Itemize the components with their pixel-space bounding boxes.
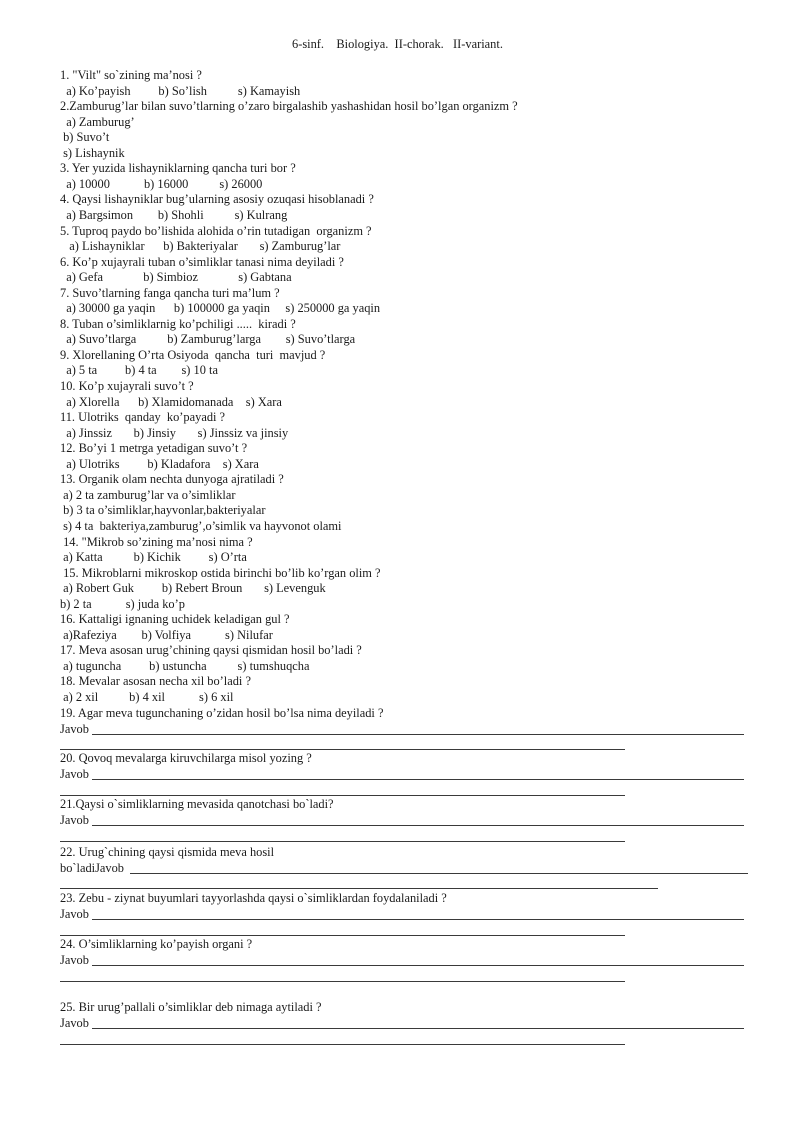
answer-label: Javob: [60, 722, 89, 736]
question-line: a) 5 ta b) 4 ta s) 10 ta: [60, 363, 218, 377]
question-line: 15. Mikroblarni mikroskop ostida birinchi bo’lib ko’rgan olim ?: [60, 566, 381, 580]
question-line: a) 10000 b) 16000 s) 26000: [60, 177, 263, 191]
answer-line[interactable]: [92, 825, 744, 826]
question-line: 9. Xlorellaning O’rta Osiyoda qancha turi mavjud ?: [60, 348, 326, 362]
question-line: a) Suvo’tlarga b) Zamburug’larga s) Suvo’tlarga: [60, 332, 356, 346]
answer-label: Javob: [60, 1016, 89, 1030]
question-line: a) Bargsimon b) Shohli s) Kulrang: [60, 208, 288, 222]
question-line: 24. O’simliklarning ko’payish organi ?: [60, 937, 253, 951]
question-line: a) tuguncha b) ustuncha s) tumshuqcha: [60, 659, 310, 673]
worksheet-header: 6-sinf. Biologiya. II-chorak. II-variant.: [292, 37, 503, 51]
question-line: s) Lishaynik: [60, 146, 125, 160]
question-line: b) Suvo’t: [60, 130, 110, 144]
answer-label: Javob: [60, 953, 89, 967]
answer-line[interactable]: [60, 888, 658, 889]
question-line: 3. Yer yuzida lishayniklarning qancha turi bor ?: [60, 161, 296, 175]
question-line: 21.Qaysi o`simliklarning mevasida qanotchasi bo`ladi?: [60, 797, 334, 811]
answer-line[interactable]: [92, 779, 744, 780]
question-line: 13. Organik olam nechta dunyoga ajratiladi ?: [60, 472, 284, 486]
question-line: a) 2 xil b) 4 xil s) 6 xil: [60, 690, 234, 704]
question-line: a) Jinssiz b) Jinsiy s) Jinssiz va jinsiy: [60, 426, 289, 440]
question-line: s) 4 ta bakteriya,zamburug’,o’simlik va hayvonot olami: [60, 519, 342, 533]
answer-line[interactable]: [130, 873, 748, 874]
question-line: 8. Tuban o’simliklarnig ko’pchiligi ..... kiradi ?: [60, 317, 296, 331]
answer-line[interactable]: [60, 981, 625, 982]
answer-label: Javob: [60, 813, 89, 827]
question-line: 25. Bir urug’pallali o’simliklar deb nimaga aytiladi ?: [60, 1000, 322, 1014]
question-line: 19. Agar meva tugunchaning o’zidan hosil bo’lsa nima deyiladi ?: [60, 706, 384, 720]
question-line: 17. Meva asosan urug’chining qaysi qismidan hosil bo’ladi ?: [60, 643, 362, 657]
answer-line[interactable]: [60, 795, 625, 796]
question-line: 1. "Vilt" so`zining ma’nosi ?: [60, 68, 202, 82]
question-line: a) 30000 ga yaqin b) 100000 ga yaqin s) 250000 ga yaqin: [60, 301, 381, 315]
question-line: 20. Qovoq mevalarga kiruvchilarga misol yozing ?: [60, 751, 312, 765]
question-line: 11. Ulotriks qanday ko’payadi ?: [60, 410, 226, 424]
question-line: 2.Zamburug’lar bilan suvo’tlarning o’zaro birgalashib yashashidan hosil bo’lgan organizm ?: [60, 99, 518, 113]
question-line: a) Gefa b) Simbioz s) Gabtana: [60, 270, 292, 284]
question-line: 22. Urug`chining qaysi qismida meva hosil: [60, 845, 275, 859]
question-line: 12. Bo’yi 1 metrga yetadigan suvo’t ?: [60, 441, 248, 455]
question-line: 10. Ko’p xujayrali suvo’t ?: [60, 379, 194, 393]
answer-label: bo`ladiJavob: [60, 861, 125, 875]
question-line: b) 3 ta o’simliklar,hayvonlar,bakteriyalar: [60, 503, 266, 517]
answer-line[interactable]: [60, 749, 625, 750]
question-line: 7. Suvo’tlarning fanga qancha turi ma’lum ?: [60, 286, 280, 300]
answer-line[interactable]: [60, 1044, 625, 1045]
question-line: 6. Ko’p xujayrali tuban o’simliklar tanasi nima deyiladi ?: [60, 255, 344, 269]
question-line: a) 2 ta zamburug’lar va o’simliklar: [60, 488, 236, 502]
answer-label: Javob: [60, 767, 89, 781]
question-line: 18. Mevalar asosan necha xil bo’ladi ?: [60, 674, 251, 688]
question-line: a) Xlorella b) Xlamidomanada s) Xara: [60, 395, 282, 409]
answer-line[interactable]: [60, 841, 625, 842]
question-line: 23. Zebu - ziynat buyumlari tayyorlashda qaysi o`simliklardan foydalaniladi ?: [60, 891, 447, 905]
question-line: 5. Tuproq paydo bo’lishida alohida o’rin tutadigan organizm ?: [60, 224, 372, 238]
question-line: 4. Qaysi lishayniklar bug’ularning asosiy ozuqasi hisoblanadi ?: [60, 192, 374, 206]
question-line: b) 2 ta s) juda ko’p: [60, 597, 185, 611]
answer-line[interactable]: [92, 1028, 744, 1029]
answer-line[interactable]: [92, 919, 744, 920]
answer-line[interactable]: [60, 935, 625, 936]
question-line: a) Lishayniklar b) Bakteriyalar s) Zamburug’lar: [60, 239, 341, 253]
question-line: a) Ko’payish b) So’lish s) Kamayish: [60, 84, 301, 98]
question-line: 14. "Mikrob so’zining ma’nosi nima ?: [60, 535, 253, 549]
answer-label: Javob: [60, 907, 89, 921]
question-line: a) Robert Guk b) Rebert Broun s) Levenguk: [60, 581, 326, 595]
question-line: a)Rafeziya b) Volfiya s) Nilufar: [60, 628, 273, 642]
question-line: 16. Kattaligi ignaning uchidek keladigan gul ?: [60, 612, 290, 626]
question-line: a) Katta b) Kichik s) O’rta: [60, 550, 247, 564]
question-line: a) Ulotriks b) Kladafora s) Xara: [60, 457, 259, 471]
question-line: a) Zamburug’: [60, 115, 135, 129]
answer-line[interactable]: [92, 734, 744, 735]
answer-line[interactable]: [92, 965, 744, 966]
